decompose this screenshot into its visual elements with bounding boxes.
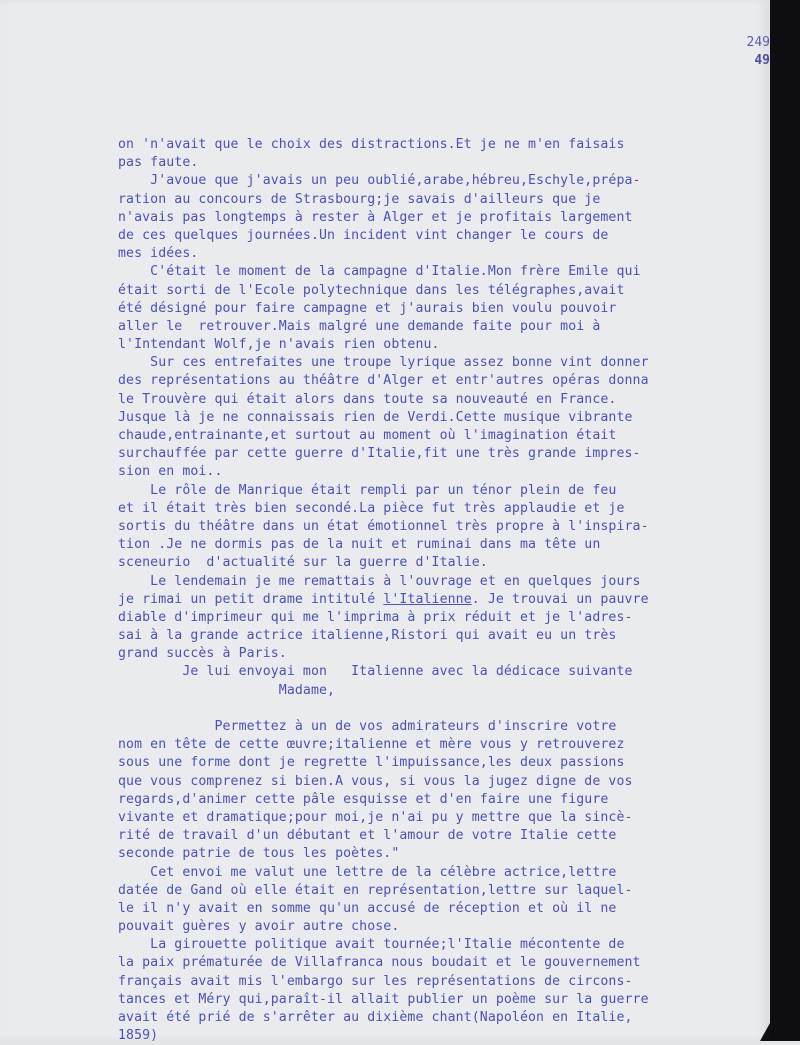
text-line: sous une forme dont je regrette l'impuissance,les deux passions: [118, 755, 625, 771]
text-line: été désigné pour faire campagne et j'aurais bien voulu pouvoir: [118, 300, 617, 316]
text-line: sai à la grande actrice italienne,Ristori qui avait eu un très: [118, 628, 617, 644]
text-line: français avait mis l'embargo sur les représentations de circons-: [118, 973, 633, 989]
page-number-stamp-2: 49: [754, 53, 770, 68]
text-line: chaude,entrainante,et surtout au moment où l'imagination était: [118, 428, 617, 443]
page-number-stamp-1: 249: [746, 35, 770, 50]
text-line: diable d'imprimeur qui me l'imprima à prix réduit et je l'adres-: [118, 609, 633, 625]
text-line: Le lendemain je me remattais à l'ouvrage et en quelques jours: [118, 573, 641, 589]
text-line: datée de Gand où elle était en représentation,lettre sur laquel-: [118, 882, 633, 898]
text-line: sion en moi..: [118, 464, 223, 480]
text-line: Madame,: [118, 682, 336, 698]
text-line: pouvait guères y avoir autre chose.: [118, 919, 400, 935]
text-line: nom en tête de cette œuvre;italienne et mère vous y retrouverez: [118, 737, 625, 753]
text-line: était sorti de l'Ecole polytechnique dans les télégraphes,avait: [118, 282, 625, 298]
text-line: [118, 700, 770, 718]
text-line: grand succès à Paris.: [118, 646, 287, 662]
text-line: tances et Méry qui,paraît-il allait publier un poème sur la guerre: [118, 991, 649, 1007]
text-line: on 'n'avait que le choix des distractions.Et je ne m'en faisais: [118, 137, 625, 152]
text-line: le Trouvère qui était alors dans toute sa nouveauté en France.: [118, 391, 617, 407]
text-line: seconde patrie de tous les poètes.": [118, 846, 400, 862]
scan-background-edge: [770, 0, 800, 1041]
underlined-title: l'Italienne: [383, 591, 472, 607]
text-line: Le rôle de Manrique était rempli par un ténor plein de feu: [118, 482, 617, 498]
text-line: pas faute.: [118, 155, 199, 171]
text-line: La girouette politique avait tournée;l'Italie mécontente de: [118, 937, 625, 953]
text-line: 1859): [118, 1028, 159, 1044]
text-line: n'avais pas longtemps à rester à Alger et je profitais largement: [118, 209, 633, 225]
text-line: avait été prié de s'arrêter au dixième chant(Napoléon en Italie,: [118, 1010, 633, 1025]
text-line: le il n'y avait en somme qu'un accusé de réception et où il ne: [118, 900, 617, 916]
text-line: et il était très bien secondé.La pièce fut très applaudie et je: [118, 500, 625, 516]
text-line: tion .Je ne dormis pas de la nuit et ruminai dans ma tête un: [118, 537, 601, 553]
text-line: sortis du théâtre dans un état émotionnel très propre à l'inspira-: [118, 518, 649, 534]
text-line: que vous comprenez si bien.A vous, si vous la jugez digne de vos: [118, 773, 633, 789]
text-line: regards,d'animer cette pâle esquisse et d'en faire une figure: [118, 791, 609, 807]
text-line: des représentations au théâtre d'Alger et entr'autres opéras donna: [118, 373, 649, 389]
text-line: aller le retrouver.Mais malgré une demande faite pour moi à: [118, 318, 601, 334]
text-line: Permettez à un de vos admirateurs d'inscrire votre: [118, 719, 617, 734]
text-line: rité de travail d'un débutant et l'amour de votre Italie cette: [118, 828, 617, 844]
typed-text-body: [118, 136, 770, 1044]
text-line: Jusque là je ne connaissais rien de Verdi.Cette musique vibrante: [118, 409, 633, 425]
text-line: Sur ces entrefaites une troupe lyrique assez bonne vint donner: [118, 355, 649, 371]
text-line: l'Intendant Wolf,je n'avais rien obtenu.: [118, 337, 440, 353]
text-line: mes idées.: [118, 246, 199, 262]
text-line: Cet envoi me valut une lettre de la célèbre actrice,lettre: [118, 864, 617, 880]
text-line: la paix prématurée de Villafranca nous boudait et le gouvernement: [118, 955, 641, 971]
text-line: sceneurio d'actualité sur la guerre d'Italie.: [118, 555, 488, 571]
text-line: de ces quelques journées.Un incident vint changer le cours de: [118, 227, 609, 243]
text-line: Je lui envoyai mon Italienne avec la dédicace suivante: [118, 664, 633, 680]
text-line: je rimai un petit drame intitulé l'Italienne. Je trouvai un pauvre: [118, 591, 649, 607]
text-line: surchauffée par cette guerre d'Italie,fit une très grande impres-: [118, 446, 641, 462]
text-line: vivante et dramatique;pour moi,je n'ai pu y mettre que la sincè-: [118, 809, 633, 825]
text-line: C'était le moment de la campagne d'Italie.Mon frère Emile qui: [118, 264, 641, 280]
text-line: J'avoue que j'avais un peu oublié,arabe,hébreu,Eschyle,prépa-: [118, 173, 641, 189]
text-line: ration au concours de Strasbourg;je savais d'ailleurs que je: [118, 191, 601, 207]
